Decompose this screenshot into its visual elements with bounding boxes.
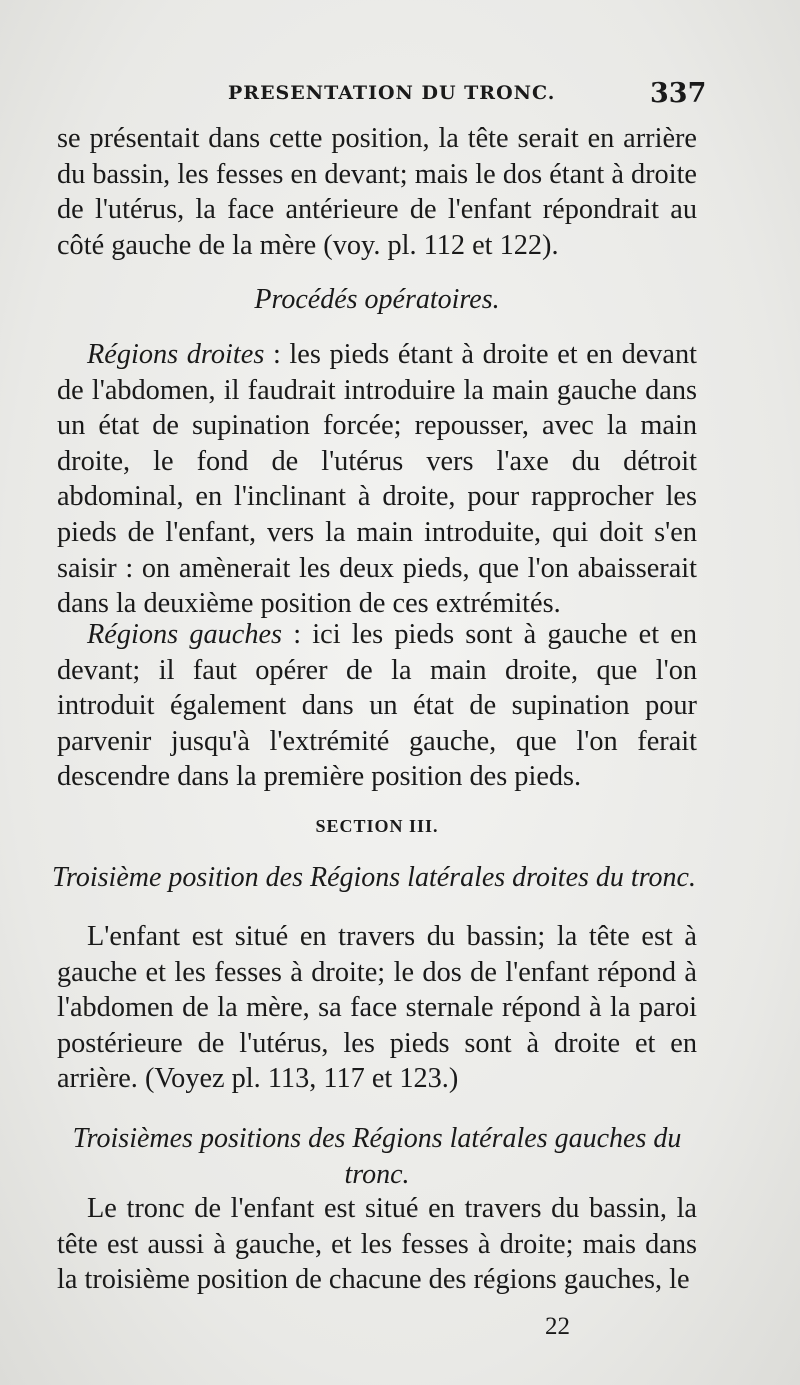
paragraph-5: Le tronc de l'enfant est situé en travers du bassin, la tête est aussi à gauche, et les fesses à droite; mais dans la troisième position de chacune des régions gauches, le	[57, 1193, 697, 1296]
paragraph-lead: Régions gauches	[87, 619, 283, 650]
running-head: PRESENTATION DU TRONC.	[228, 82, 556, 104]
section-heading: SECTION III.	[315, 816, 439, 836]
heading-procedes: Procédés opératoires.	[254, 284, 500, 315]
paragraph-lead: Régions droites	[87, 339, 265, 370]
section-title-gauches: Troisièmes positions des Régions latérales gauches du tronc.	[72, 1123, 682, 1190]
paragraph-regions-gauches	[57, 617, 697, 795]
paragraph-body: : les pieds étant à droite et en devant de l'abdomen, il faudrait introduire la main gauche dans un état de supination forcée; repousser, avec la main droite, le fond de l'utérus vers l'axe du détroit abdominal, en l'inclinant à droite, pour rapprocher les pieds de l'enfant, vers la main introduite, qui doit s'en saisir : on amènerait les deux pieds, que l'on abaisserait dans la deuxième position de ces extrémités.	[57, 339, 697, 620]
paragraph-4: L'enfant est situé en travers du bassin; la tête est à gauche et les fesses à droite; le dos de l'enfant répond à l'abdomen de la mère, sa face sternale répond à la paroi postérieure de l'utérus, les pieds sont à droite et en arrière. (Voyez pl. 113, 117 et 123.)	[57, 921, 697, 1095]
paragraph-1: se présentait dans cette position, la tête serait en arrière du bassin, les fesses en devant; mais le dos étant à droite de l'utérus, la face antérieure de l'enfant répondrait au côté gauche de la mère (voy. pl. 112 et 122).	[57, 123, 697, 261]
signature-mark: 22	[545, 1313, 570, 1340]
paragraph-regions-droites	[57, 337, 697, 622]
paragraph-body: : ici les pieds sont à gauche et en devant; il faut opérer de la main droite, que l'on introduit également dans un état de supination pour parvenir jusqu'à l'extrémité gauche, que l'on ferait descendre dans la première position des pieds.	[57, 619, 697, 793]
page-number: 337	[650, 78, 707, 109]
page-header	[0, 78, 800, 112]
section-title-droites: Troisième position des Régions latérales droites du tronc.	[52, 862, 696, 893]
